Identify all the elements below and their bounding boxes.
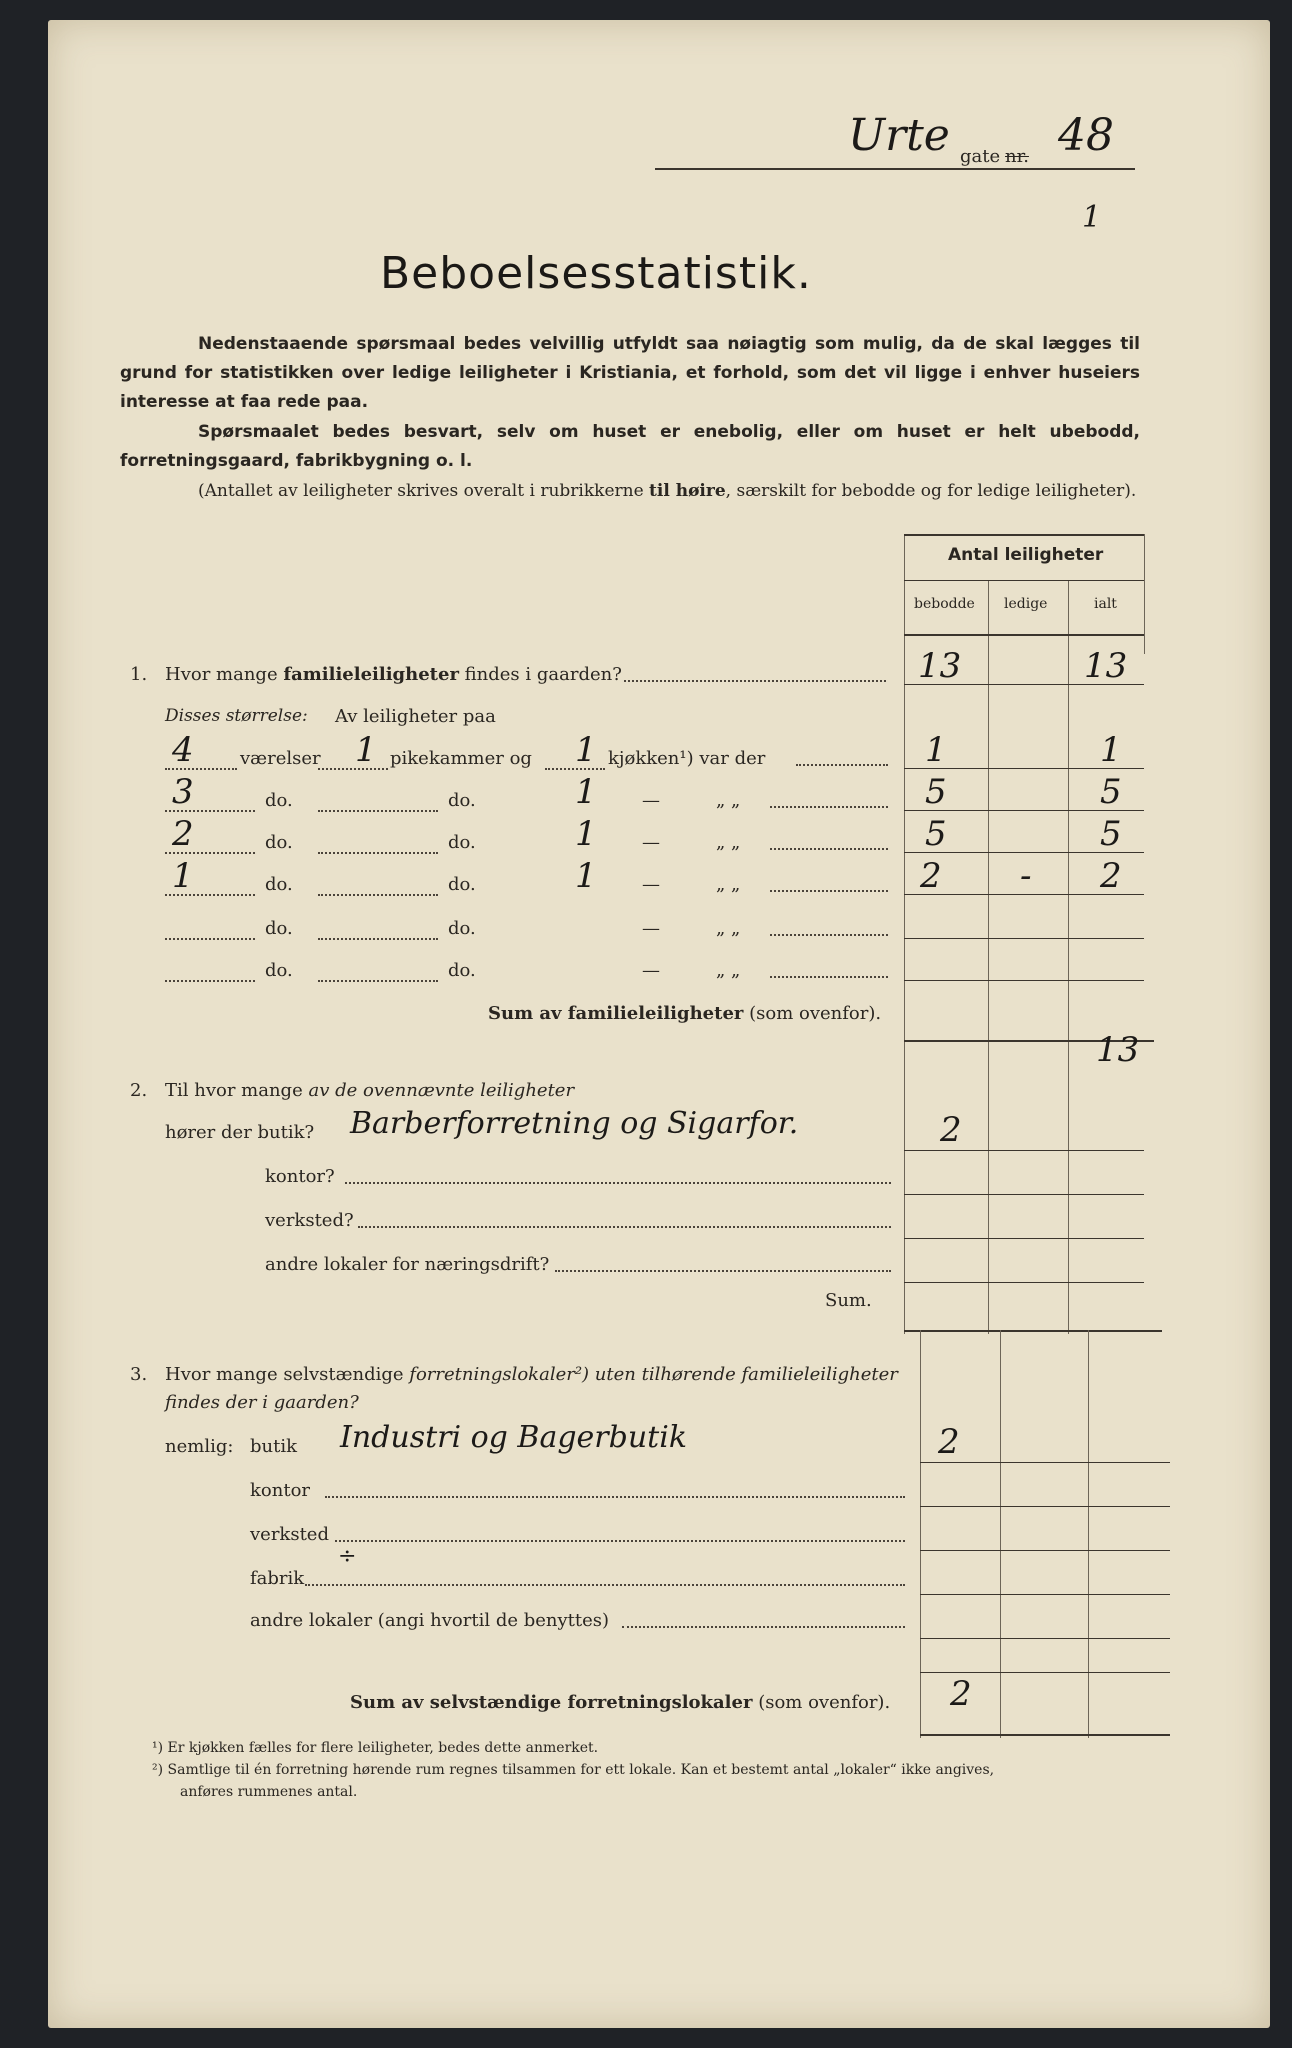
leader-dots [796,764,888,766]
q3-fabrik-label: fabrik [250,1568,305,1589]
row-rule [904,938,1144,939]
kj-value: 1 [575,856,597,896]
intro-paragraph-3: (Antallet av leiligheter skrives overalt i rubrikkerne til høire, særskilt for bebodde og for ledige leiligheter). [198,481,1137,501]
table3-col-divider-2 [1088,1330,1089,1738]
q3-sum-value: 2 [950,1674,972,1714]
leader-dots [318,852,438,854]
table-header-rule [904,580,1144,581]
vaerelser-label: værelser [240,748,321,769]
leader-dots [770,934,888,936]
footnote-2-cont: anføres rummenes antal. [180,1784,358,1800]
ledige-value: - [1020,856,1032,896]
vaerelser-label: do. [265,918,293,939]
table-top-rule [904,534,1144,536]
q3-nemlig: nemlig: [165,1436,234,1457]
q3-butik-label: butik [250,1436,298,1457]
ditto-marks: „ „ [716,874,741,895]
q2-sum-label: Sum. [825,1290,872,1311]
corner-mark: 1 [1082,200,1102,235]
pike-label: do. [448,790,476,811]
vaerelser-label: do. [265,874,293,895]
address-line [655,168,1135,170]
q3-butik-handwritten: Industri og Bagerbutik [340,1420,688,1455]
table-title: Antal leiligheter [948,545,1104,565]
leader-dots [318,810,438,812]
leader-dots [335,1540,905,1542]
q2-butik-label: hører der butik? [165,1122,315,1143]
leader-dots [165,810,255,812]
intro-paragraph-1: Nedenstaaende spørsmaal bedes velvillig utfyldt saa nøiagtig som mulig, da de skal lægges til grund for statistikken over ledige leiligheter i Kristiania, et forhold, som det vil ligge i enhver huseiers interesse at faa rede paa. [120,334,1140,412]
q2-butik-value: 2 [940,1110,962,1150]
table-col-divider-2 [1068,580,1069,1334]
pike-label: do. [448,874,476,895]
row-rule [904,1238,1144,1239]
row-rule [920,1594,1170,1595]
rooms-value: 1 [172,856,194,896]
leader-dots [770,890,888,892]
ditto-marks: „ „ [716,832,741,853]
bebodde-value: 2 [920,856,942,896]
leader-dots [770,848,888,850]
leader-dots [545,768,605,770]
ditto-marks: „ „ [716,790,741,811]
q3-question-cont: findes der i gaarden? [165,1392,359,1413]
leader-dots [345,1182,891,1184]
leader-dots [165,768,237,770]
street-handwritten: Urte [848,110,950,161]
ialt-value: 1 [1100,730,1122,770]
q3-verksted-label: verksted [250,1524,329,1545]
pike-value: 1 [355,730,377,770]
ditto-marks: „ „ [716,960,741,981]
row-rule [904,980,1144,981]
row-rule [904,1150,1144,1151]
ditto-marks: „ „ [716,918,741,939]
q1-number: 1. [130,664,148,685]
col-ledige: ledige [1004,596,1048,612]
kj-label: — [642,918,660,939]
table3-bottom-rule [920,1734,1170,1736]
bebodde-value: 5 [925,814,947,854]
leader-dots [318,938,438,940]
leader-dots [165,938,255,940]
kj-value: 1 [575,772,597,812]
leader-dots [165,894,255,896]
vaerelser-label: do. [265,790,293,811]
table-left-border [904,534,905,1334]
leader-dots [165,852,255,854]
row-rule [920,1550,1170,1551]
q1-sum-label: Sum av familieleiligheter (som ovenfor). [488,1003,882,1024]
leader-dots [358,1226,891,1228]
pike-label: do. [448,960,476,981]
row-rule [920,1506,1170,1507]
form-sheet [48,20,1270,2028]
q1-question: Hvor mange familieleiligheter findes i gaarden? [165,664,622,685]
kj-label: — [642,874,660,895]
leader-dots [305,1584,905,1586]
q2-butik-handwritten: Barberforretning og Sigarfor. [350,1106,799,1141]
q1-sum-ialt: 13 [1096,1030,1140,1070]
q2-number: 2. [130,1080,148,1101]
row-rule [920,1672,1170,1673]
q3-question: Hvor mange selvstændige forretningslokaler²) uten tilhørende familieleiligheter [165,1364,898,1385]
pike-label: pikekammer og [390,748,532,769]
row-rule [904,1194,1144,1195]
q3-butik-value: 2 [938,1422,960,1462]
kj-value: 1 [575,730,597,770]
rooms-value: 2 [172,814,194,854]
row-rule [920,1638,1170,1639]
table-col-divider-1 [988,580,989,1334]
leader-dots [770,806,888,808]
leader-dots [624,680,886,682]
q3-andre-label: andre lokaler (angi hvortil de benyttes) [250,1610,610,1631]
street-number-handwritten: 48 [1058,110,1114,161]
kj-label: — [642,832,660,853]
q3-number: 3. [130,1364,148,1385]
q2-andre-label: andre lokaler for næringsdrift? [265,1254,550,1275]
ialt-value: 5 [1100,772,1122,812]
page-title: Beboelsesstatistik. [380,248,812,299]
q2-kontor-label: kontor? [265,1166,335,1187]
kj-value: 1 [575,814,597,854]
leader-dots [318,894,438,896]
q1-bebodde-value: 13 [918,646,962,686]
sizes-text: Av leiligheter paa [335,706,496,727]
q3-sum-label: Sum av selvstændige forretningslokaler (som ovenfor). [350,1692,891,1713]
bebodde-value: 5 [925,772,947,812]
col-ialt: ialt [1094,596,1117,612]
leader-dots [770,976,888,978]
leader-dots [318,768,388,770]
nr-label: nr. [1005,146,1029,167]
leader-dots [325,1496,905,1498]
row-rule [920,1462,1170,1463]
pike-label: do. [448,918,476,939]
leader-dots [165,980,255,982]
col-bebodde: bebodde [914,596,975,612]
footnote-1: ¹) Er kjøkken fælles for flere leiligheter, bedes dette anmerket. [152,1740,599,1756]
table3-col-divider-1 [1000,1330,1001,1738]
vaerelser-label: do. [265,832,293,853]
intro-paragraph-2: Spørsmaalet bedes besvart, selv om huset er enebolig, eller om huset er helt ubebodd, forretningsgaard, fabrikbygning o. l. [120,422,1140,471]
kj-label: — [642,790,660,811]
pike-label: do. [448,832,476,853]
table-subheader-rule [904,634,1144,636]
ialt-value: 5 [1100,814,1122,854]
q2-question: Til hvor mange av de ovennævnte leiligheter [165,1080,575,1101]
footnote-2: ²) Samtlige til én forretning hørende rum regnes tilsammen for ett lokale. Kan et bestemt antal „lokaler“ ikke angives, [152,1762,995,1778]
rooms-value: 3 [172,772,194,812]
row-rule [904,1282,1144,1283]
q1-ialt-value: 13 [1084,646,1128,686]
table3-left-border [920,1330,921,1738]
kj-label: — [642,960,660,981]
leader-dots [622,1626,905,1628]
q2-verksted-label: verksted? [265,1210,354,1231]
leader-dots [555,1270,891,1272]
q3-fabrik-mark: ÷ [338,1544,357,1569]
leader-dots [318,980,438,982]
kj-label: kjøkken¹) var der [608,748,766,769]
vaerelser-label: do. [265,960,293,981]
q3-kontor-label: kontor [250,1480,311,1501]
table-right-border-top [1144,534,1145,654]
section-rule [904,1330,1162,1332]
rooms-value: 4 [172,730,194,770]
bebodde-value: 1 [925,730,947,770]
gate-label: gate [960,146,1001,167]
sizes-label: Disses størrelse: [165,706,308,726]
ialt-value: 2 [1100,856,1122,896]
